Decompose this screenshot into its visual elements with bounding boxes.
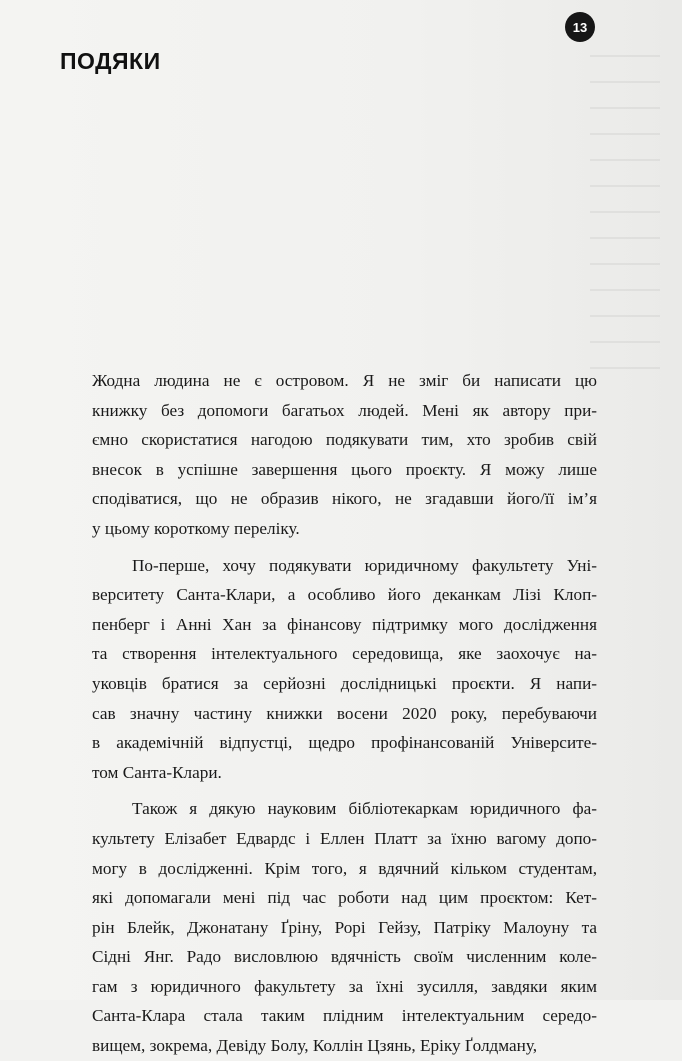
page-number-badge	[565, 12, 595, 42]
text-line: сподіватися, що не образив нікого, не згадавши його/її ім’я	[92, 489, 597, 509]
text-line: уковців братися за серйозні дослідницькі проєкти. Я напи-	[92, 673, 597, 693]
text-line: Санта-Клара стала таким плідним інтелектуальним середо-	[92, 1006, 597, 1026]
text-line: могу в дослідженні. Крім того, я вдячний кільком студентам,	[92, 858, 597, 878]
page-number: 13	[572, 19, 588, 35]
text-line: вищем, зокрема, Девіду Болу, Коллін Цзянь, Еріку Ґолдману,	[92, 1036, 538, 1056]
text-line: По-перше, хочу подякувати юридичному факультету Уні-	[132, 555, 597, 575]
text-line: пенберг і Анні Хан за фінансову підтримку мого дослідження	[92, 614, 597, 634]
text-line: в академічній відпустці, щедро профінансованій Університе-	[92, 733, 597, 753]
text-line: верситету Санта-Клари, а особливо його деканкам Лізі Клоп-	[92, 585, 597, 605]
text-line: Жодна людина не є островом. Я не зміг би написати цю	[92, 371, 597, 390]
text-line: ємно скористатися нагодою подякувати тим, хто зробив свій	[92, 430, 597, 450]
text-line: які допомагали мені під час роботи над цим проєктом: Кет-	[92, 888, 597, 908]
text-line: та створення інтелектуального середовища, яке заохочує на-	[92, 644, 597, 664]
text-line: у цьому короткому переліку.	[92, 518, 300, 538]
paragraph	[92, 551, 597, 788]
text-line: том Санта-Клари.	[92, 762, 222, 782]
text-line: рін Блейк, Джонатану Ґріну, Рорі Гейзу, Патріку Малоуну та	[92, 917, 597, 937]
text-line: культету Елізабет Едвардс і Еллен Платт за їхню вагому допо-	[92, 828, 597, 848]
text-line: гам з юридичного факультету за їхні зусилля, завдяки яким	[92, 976, 597, 996]
paragraph	[92, 794, 597, 1060]
paragraph	[92, 366, 597, 544]
section-title: ПОДЯКИ	[60, 48, 161, 74]
text-line: книжку без допомоги багатьох людей. Мені як автору при-	[92, 400, 597, 420]
body-text	[92, 366, 597, 1061]
text-line: сав значну частину книжки восени 2020 року, перебуваючи	[92, 703, 597, 723]
text-line: Також я дякую науковим бібліотекаркам юридичного фа-	[132, 799, 597, 819]
text-line: внесок в успішне завершення цього проєкту. Я можу лише	[92, 459, 597, 479]
show-through-text	[590, 55, 660, 375]
text-line: Сідні Янг. Радо висловлюю вдячність своїм численним коле-	[92, 947, 597, 967]
